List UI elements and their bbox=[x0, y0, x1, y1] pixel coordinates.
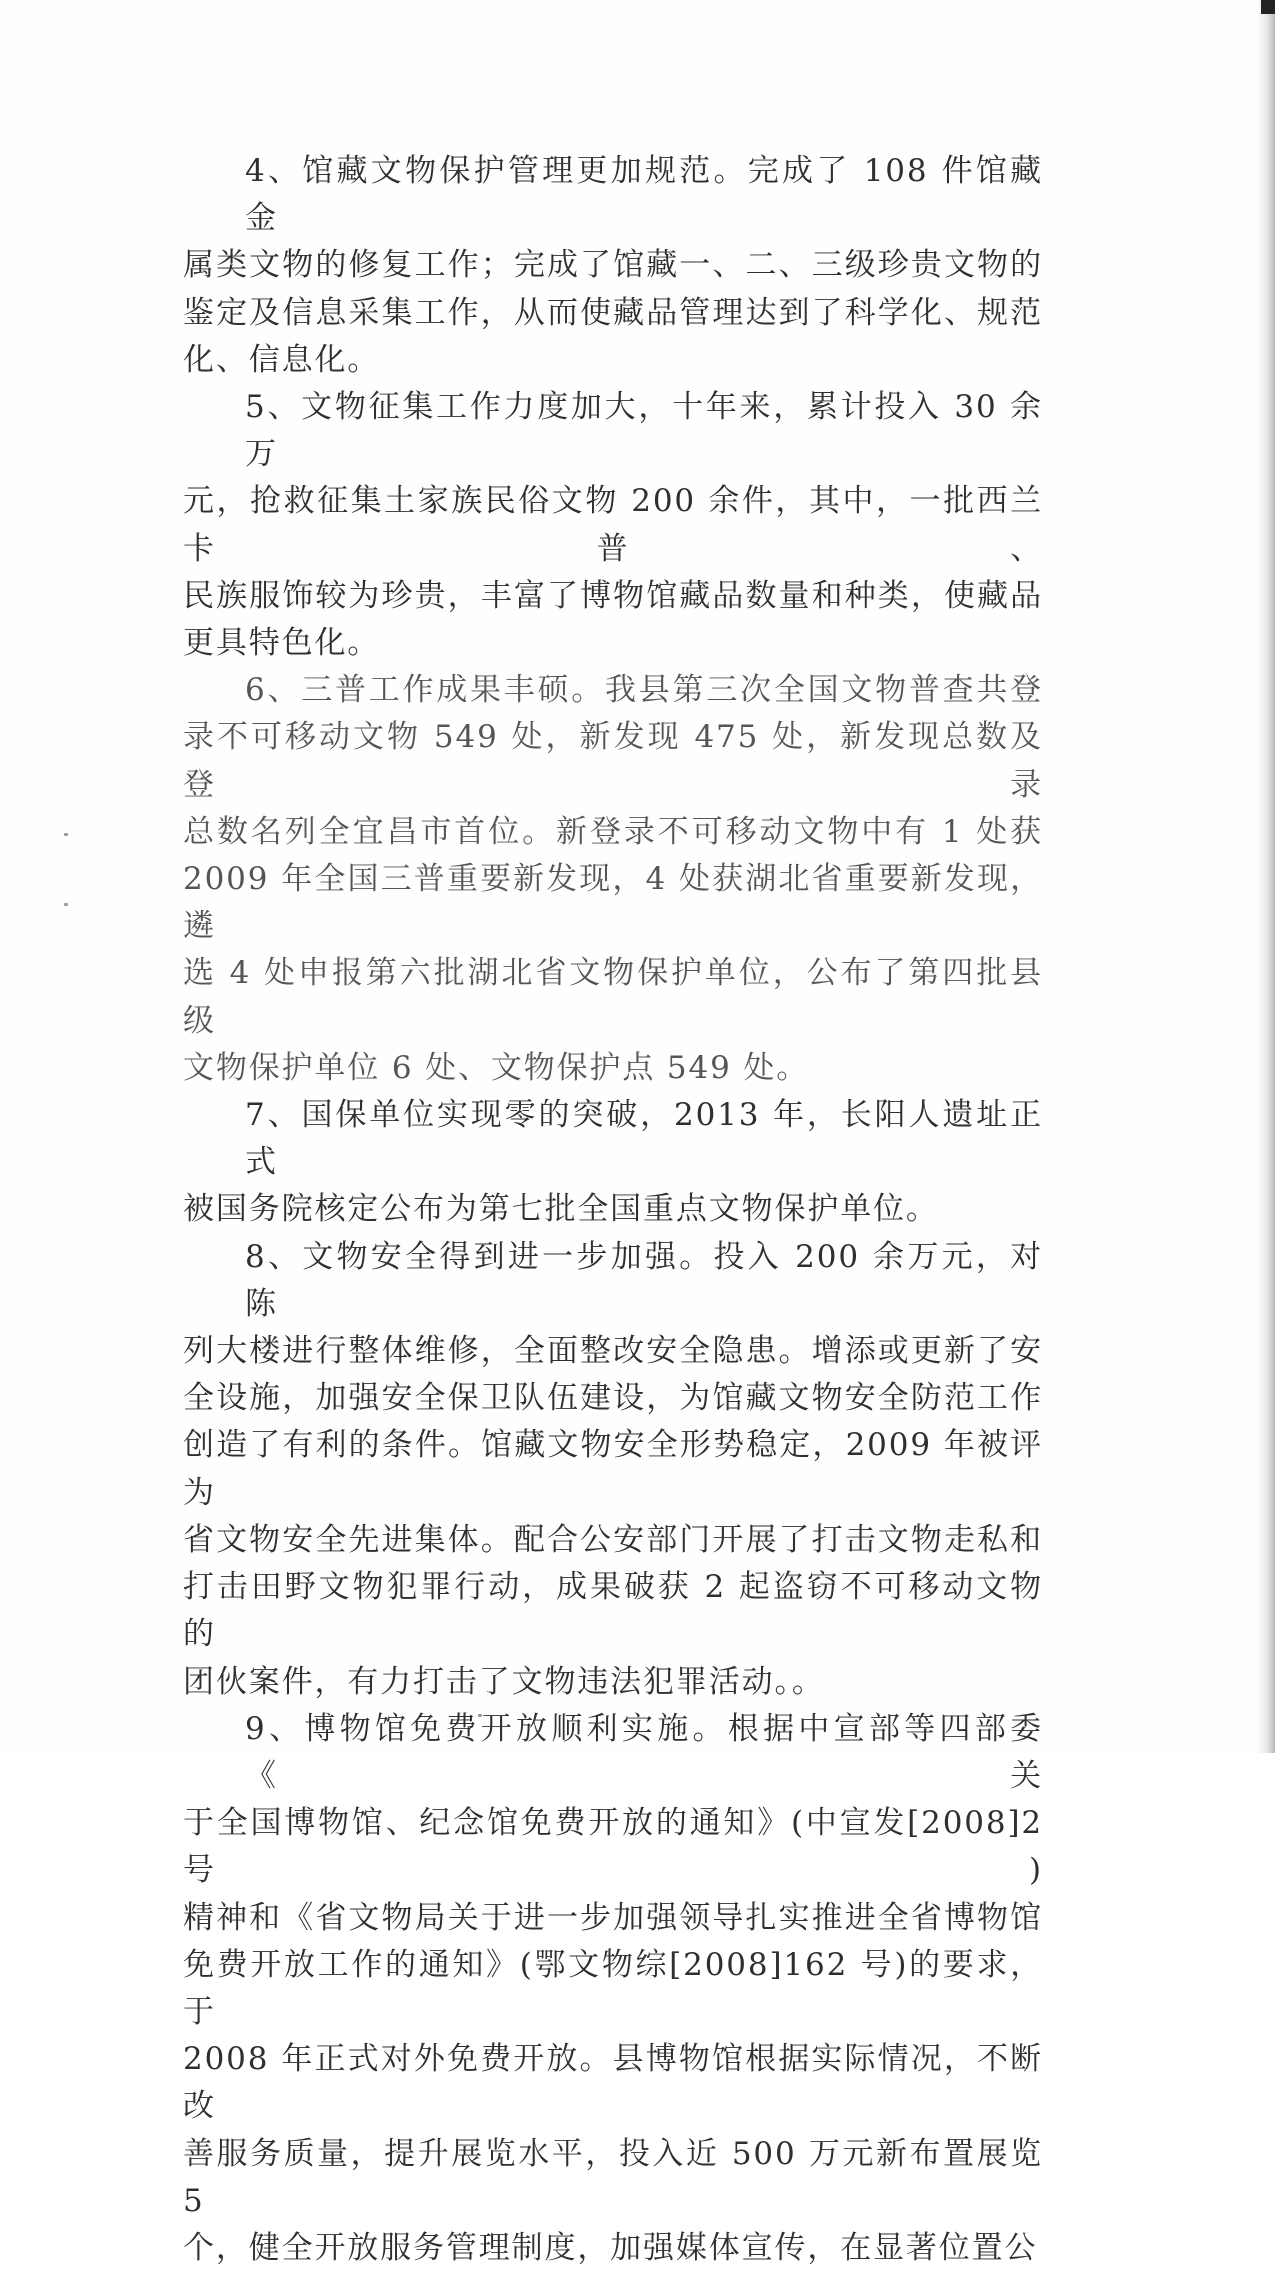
paragraph-p4 bbox=[183, 148, 1043, 384]
scan-corner bbox=[1261, 0, 1275, 14]
paragraph-p7 bbox=[183, 1092, 1043, 1234]
text-line: 民族服饰较为珍贵，丰富了博物馆藏品数量和种类，使藏品 bbox=[183, 577, 1043, 614]
text-line: 元，抢救征集土家族民俗文物 200 余件，其中，一批西兰卡普、 bbox=[183, 483, 1043, 567]
paragraph-p9 bbox=[183, 1706, 1043, 2272]
text-line: 2008 年正式对外免费开放。县博物馆根据实际情况，不断改 bbox=[183, 2041, 1043, 2125]
text-line: 选 4 处申报第六批湖北省文物保护单位，公布了第四批县级 bbox=[183, 955, 1043, 1039]
text-line: 鉴定及信息采集工作，从而使藏品管理达到了科学化、规范 bbox=[183, 294, 1043, 331]
text-line: 5、文物征集工作力度加大，十年来，累计投入 30 余万 bbox=[245, 389, 1043, 473]
text-line: 打击田野文物犯罪行动，成果破获 2 起盗窃不可移动文物的 bbox=[183, 1569, 1043, 1653]
text-line: 列大楼进行整体维修，全面整改安全隐患。增添或更新了安 bbox=[183, 1333, 1043, 1370]
text-line: 创造了有利的条件。馆藏文物安全形势稳定，2009 年被评为 bbox=[183, 1427, 1043, 1511]
text-line: 全设施，加强安全保卫队伍建设，为馆藏文物安全防范工作 bbox=[183, 1380, 1043, 1417]
text-line: 更具特色化。 bbox=[183, 625, 381, 662]
text-line: 文物保护单位 6 处、文物保护点 549 处。 bbox=[183, 1049, 810, 1086]
page-edge-shadow bbox=[1257, 0, 1275, 1753]
scan-speck bbox=[64, 833, 68, 836]
text-line: 总数名列全宜昌市首位。新登录不可移动文物中有 1 处获 bbox=[183, 813, 1043, 850]
text-line: 6、三普工作成果丰硕。我县第三次全国文物普查共登 bbox=[245, 672, 1043, 709]
text-line: 免费开放工作的通知》(鄂文物综[2008]162 号)的要求，于 bbox=[183, 1946, 1043, 2030]
text-line: 个，健全开放服务管理制度，加强媒体宣传，在显著位置公 bbox=[183, 2229, 1038, 2266]
text-line: 被国务院核定公布为第七批全国重点文物保护单位。 bbox=[183, 1191, 939, 1228]
paragraph-p5 bbox=[183, 384, 1043, 667]
text-line: 9、博物馆免费开放顺利实施。根据中宣部等四部委《关 bbox=[245, 1710, 1043, 1794]
text-line: 省文物安全先进集体。配合公安部门开展了打击文物走私和 bbox=[183, 1521, 1043, 1558]
text-line: 属类文物的修复工作；完成了馆藏一、二、三级珍贵文物的 bbox=[183, 247, 1043, 284]
text-line: 团伙案件，有力打击了文物违法犯罪活动。。 bbox=[183, 1663, 825, 1700]
text-line: 8、文物安全得到进一步加强。投入 200 余万元，对陈 bbox=[245, 1238, 1043, 1322]
text-line: 善服务质量，提升展览水平，投入近 500 万元新布置展览 5 bbox=[183, 2135, 1043, 2219]
paragraph-p8 bbox=[183, 1234, 1043, 1706]
text-line: 于全国博物馆、纪念馆免费开放的通知》(中宣发[2008]2 号) bbox=[183, 1805, 1043, 1889]
text-line: 4、馆藏文物保护管理更加规范。完成了 108 件馆藏金 bbox=[245, 153, 1043, 237]
scan-speck bbox=[64, 903, 68, 906]
text-line: 录不可移动文物 549 处，新发现 475 处，新发现总数及登录 bbox=[183, 719, 1043, 803]
text-line: 7、国保单位实现零的突破，2013 年，长阳人遗址正式 bbox=[245, 1097, 1043, 1181]
text-line: 化、信息化。 bbox=[183, 341, 381, 378]
text-line: 精神和《省文物局关于进一步加强领导扎实推进全省博物馆 bbox=[183, 1899, 1043, 1936]
text-line: 2009 年全国三普重要新发现，4 处获湖北省重要新发现，遴 bbox=[183, 861, 1043, 945]
document-body bbox=[183, 148, 1043, 2272]
paragraph-p6 bbox=[183, 667, 1043, 1092]
